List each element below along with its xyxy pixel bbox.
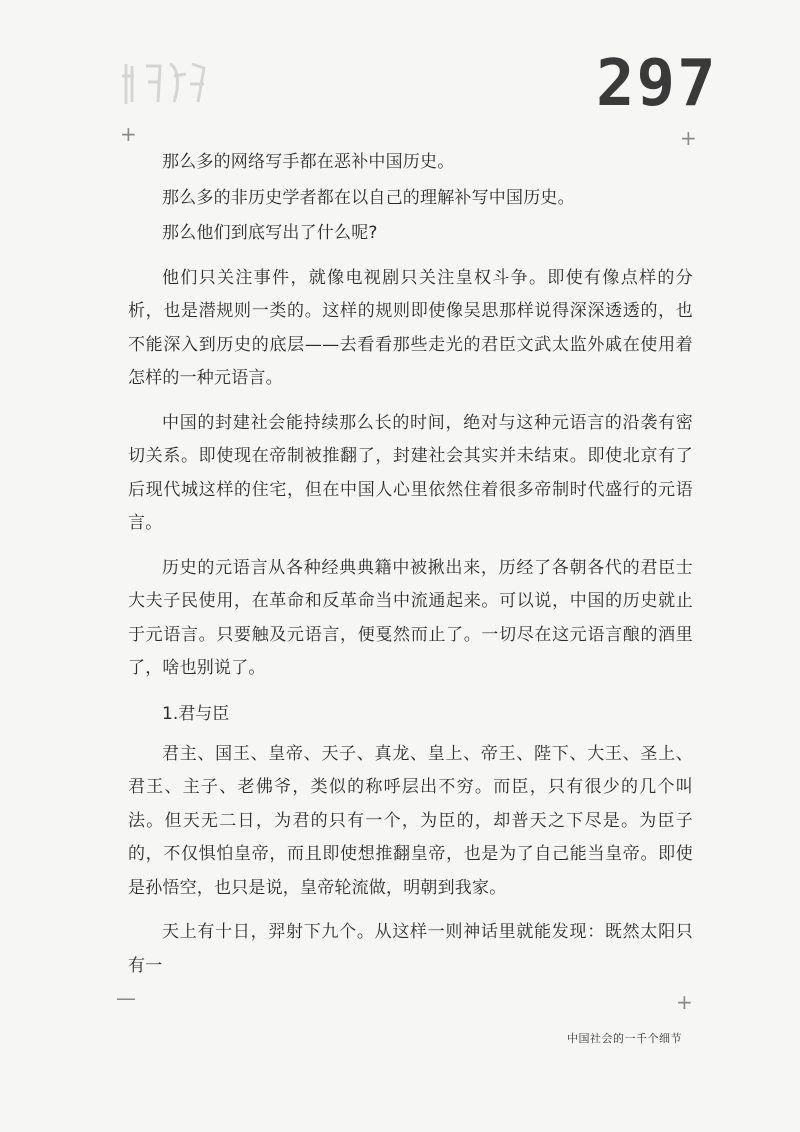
intro-line: 那么他们到底写出了什么呢? xyxy=(162,223,378,243)
crop-mark-top-right: + xyxy=(680,126,697,150)
crop-mark-top-left: + xyxy=(120,122,137,146)
page-body xyxy=(128,146,693,983)
paragraph: 他们只关注事件，就像电视剧只关注皇权斗争。即使有像点样的分析，也是潜规则一类的。这样的规则即使像吴思那样说得深深透透的，也不能深入到历史的底层——去看看那些走光的君臣文武太监外戚在使用着怎样的一种元语言。 xyxy=(128,267,693,388)
crop-mark-bottom-right: + xyxy=(676,990,693,1014)
running-footer: 中国社会的一千个细节 xyxy=(567,1032,682,1045)
paragraph: 天上有十日，羿射下九个。从这样一则神话里就能发现：既然太阳只有一 xyxy=(128,922,693,976)
intro-line: 那么多的网络写手都在恶补中国历史。 xyxy=(162,152,455,172)
page-number: 297 xyxy=(596,47,718,121)
faded-bleed-through-mark xyxy=(118,54,208,114)
crop-mark-bottom-left: — xyxy=(116,986,136,1010)
intro-line: 那么多的非历史学者都在以自己的理解补写中国历史。 xyxy=(162,187,575,208)
section-heading: 1.君与臣 xyxy=(162,703,230,724)
paragraph: 中国的封建社会能持续那么长的时间，绝对与这种元语言的沿袭有密切关系。即使现在帝制被推翻了，封建社会其实并未结束。即使北京有了后现代城这样的住宅，但在中国人心里依然住着很多帝制时代盛行的元语言。 xyxy=(128,412,693,533)
paragraph: 历史的元语言从各种经典典籍中被揪出来，历经了各朝各代的君臣士大夫子民使用，在革命和反革命当中流通起来。可以说，中国的历史就止于元语言。只要触及元语言，便戛然而止了。一切尽在这元语言酿的酒里了，啥也别说了。 xyxy=(128,557,693,678)
paragraph: 君主、国王、皇帝、天子、真龙、皇上、帝王、陛下、大王、圣上、君王、主子、老佛爷，类似的称呼层出不穷。而臣，只有很少的几个叫法。但天无二日，为君的只有一个，为臣的，却普天之下尽是。为臣子的，不仅惧怕皇帝，而且即使想推翻皇帝，也是为了自己能当皇帝。即使是孙悟空，也只是说，皇帝轮流做，明朝到我家。 xyxy=(128,743,693,898)
